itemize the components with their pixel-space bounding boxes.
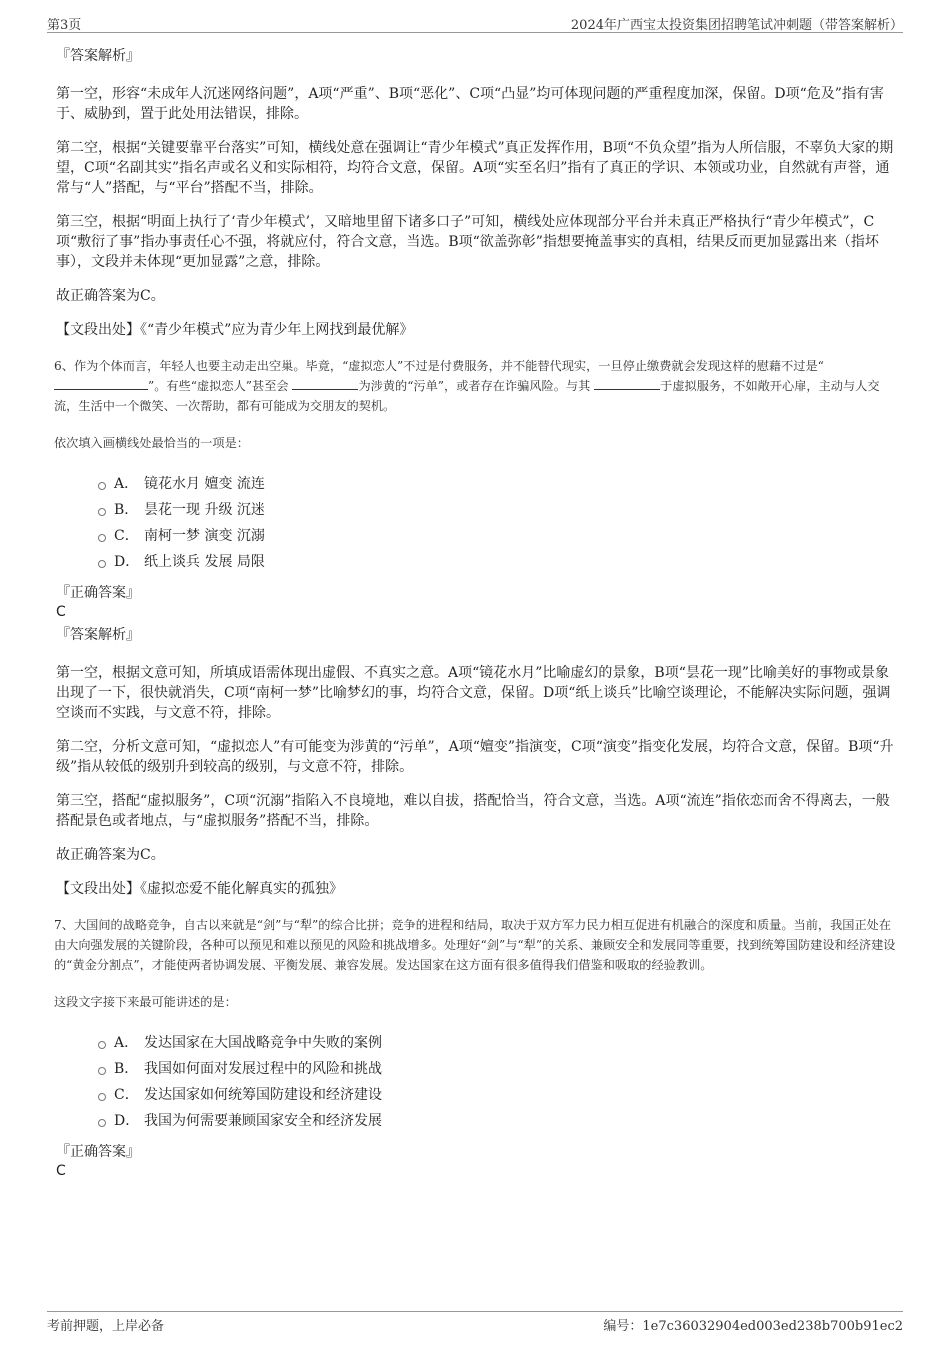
question-7-options bbox=[98, 1030, 898, 1134]
analysis-paragraph: 第二空，分析文意可知，“虚拟恋人”有可能变为涉黄的“污单”，A项“嬗变”指演变，C项“演变”指变化发展，均符合文意，保留。B项“升级”指从较低的级别升到较高的级别，与文意不符，排除。 bbox=[56, 739, 894, 775]
analysis-paragraph: 第二空，根据“关键要靠平台落实”可知，横线处意在强调让“青少年模式”真正发挥作用，B项“不负众望”指为人所信服，不辜负大家的期望，C项“名副其实”指名声或名义和实际相符，均符合文意，保留。A项“实至名归”指有了真正的学识、本领或功业，自然就有声誉，通常与“人”搭配，与“平台”搭配不当，排除。 bbox=[56, 140, 894, 196]
footer-slogan: 考前押题，上岸必备 bbox=[47, 1319, 165, 1334]
source-citation: 【文段出处】《虚拟恋爱不能化解真实的孤独》 bbox=[56, 881, 343, 897]
question-6-prompt: 依次填入画横线处最恰当的一项是： bbox=[54, 436, 249, 450]
fill-blank-1 bbox=[54, 377, 148, 390]
option-a[interactable]: A． 发达国家在大国战略竞争中失败的案例 bbox=[98, 1030, 898, 1056]
analysis-paragraph: 第一空，根据文意可知，所填成语需体现出虚假、不真实之意。A项“镜花水月”比喻虚幻的景象，B项“昙花一现”比喻美好的事物或景象出现了一下，很快就消失，C项“南柯一梦”比喻梦幻的事，均符合文意，保留。D项“纸上谈兵”比喻空谈理论，不能解决实际问题，强调空谈而不实践，与文意不符，排除。 bbox=[56, 665, 891, 721]
fill-blank-3 bbox=[594, 377, 660, 390]
radio-icon[interactable] bbox=[98, 1093, 106, 1101]
radio-icon[interactable] bbox=[98, 534, 106, 542]
radio-icon[interactable] bbox=[98, 560, 106, 568]
option-c[interactable]: C． 发达国家如何统筹国防建设和经济建设 bbox=[98, 1082, 898, 1108]
document-title: 2024年广西宝太投资集团招聘笔试冲刺题（带答案解析） bbox=[570, 18, 903, 33]
radio-icon[interactable] bbox=[98, 1119, 106, 1127]
document-id: 编号：1e7c36032904ed003ed238b700b91ec2 bbox=[603, 1319, 903, 1334]
analysis-label: 『答案解析』 bbox=[56, 627, 140, 643]
conclusion: 故正确答案为C。 bbox=[56, 288, 165, 304]
analysis-label: 『答案解析』 bbox=[56, 48, 140, 64]
correct-answer-value: C bbox=[56, 1163, 66, 1179]
option-c[interactable]: C． 南柯一梦 演变 沉溺 bbox=[98, 523, 898, 549]
page-number: 第3页 bbox=[47, 18, 82, 33]
source-citation: 【文段出处】《“青少年模式”应为青少年上网找到最优解》 bbox=[56, 322, 414, 338]
radio-icon[interactable] bbox=[98, 508, 106, 516]
option-d[interactable]: D． 我国为何需要兼顾国家安全和经济发展 bbox=[98, 1108, 898, 1134]
page-content bbox=[56, 42, 898, 1180]
option-b[interactable]: B． 我国如何面对发展过程中的风险和挑战 bbox=[98, 1056, 898, 1082]
question-6-options bbox=[98, 471, 898, 575]
analysis-paragraph: 第一空，形容“未成年人沉迷网络问题”，A项“严重”、B项“恶化”、C项“凸显”均可体现问题的严重程度加深，保留。D项“危及”指有害于、威胁到，置于此处用法错误，排除。 bbox=[56, 86, 884, 122]
question-7-stem: 7、大国间的战略竞争，自古以来就是“剑”与“犁”的综合比拼；竞争的进程和结局，取决于双方军力民力相互促进有机融合的深度和质量。当前，我国正处在由大向强发展的关键阶段，各种可以预见和难以预见的风险和挑战增多。处理好“剑”与“犁”的关系、兼顾安全和发展同等重要，找到统筹国防建设和经济建设的“黄金分割点”，才能使两者协调发展、平衡发展、兼容发展。发达国家在这方面有很多值得我们借鉴和吸取的经验教训。 bbox=[54, 918, 896, 972]
question-7-prompt: 这段文字接下来最可能讲述的是： bbox=[54, 995, 237, 1009]
correct-answer-value: C bbox=[56, 604, 66, 620]
option-a[interactable]: A． 镜花水月 嬗变 流连 bbox=[98, 471, 898, 497]
question-6-stem: 6、作为个体而言，年轻人也要主动走出空巢。毕竟，“虚拟恋人”不过是付费服务，并不能替代现实，一旦停止缴费就会发现这样的慰藉不过是“”。有些“虚拟恋人”甚至会 为涉黄的“污单”，或者存在诈骗风险。与其 于虚拟服务，不如敞开心扉，主动与人交流，生活中一个微笑、一次帮助，都有可能成为交朋友的契机。 bbox=[54, 359, 880, 413]
correct-answer-label: 『正确答案』 bbox=[56, 1144, 140, 1160]
correct-answer-label: 『正确答案』 bbox=[56, 585, 140, 601]
radio-icon[interactable] bbox=[98, 1041, 106, 1049]
radio-icon[interactable] bbox=[98, 1067, 106, 1075]
option-b[interactable]: B． 昙花一现 升级 沉迷 bbox=[98, 497, 898, 523]
option-d[interactable]: D． 纸上谈兵 发展 局限 bbox=[98, 549, 898, 575]
page-header bbox=[47, 12, 903, 33]
page-footer bbox=[47, 1311, 903, 1334]
fill-blank-2 bbox=[292, 377, 358, 390]
analysis-paragraph: 第三空，根据“明面上执行了‘青少年模式’，又暗地里留下诸多口子”可知，横线处应体现部分平台并未真正严格执行“青少年模式”，C项“敷衍了事”指办事责任心不强，将就应付，符合文意，当选。B项“欲盖弥彰”指想要掩盖事实的真相，结果反而更加显露出来（指坏事），文段并未体现“更加显露”之意，排除。 bbox=[56, 214, 879, 270]
radio-icon[interactable] bbox=[98, 482, 106, 490]
conclusion: 故正确答案为C。 bbox=[56, 847, 165, 863]
analysis-paragraph: 第三空，搭配“虚拟服务”，C项“沉溺”指陷入不良境地，难以自拔，搭配恰当，符合文意，当选。A项“流连”指依恋而舍不得离去，一般搭配景色或者地点，与“虚拟服务”搭配不当，排除。 bbox=[56, 793, 890, 829]
